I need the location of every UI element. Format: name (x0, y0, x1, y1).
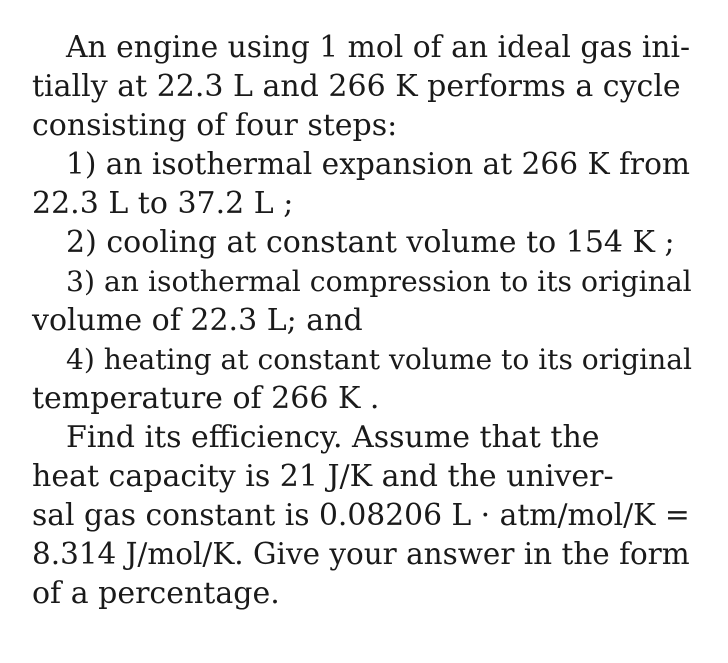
intro-paragraph (32, 28, 690, 145)
text-line: 2) cooling at constant volume to 154 K ; (66, 225, 675, 260)
text-line: temperature of 266 K . (32, 381, 380, 416)
text-line: of a percentage. (32, 576, 280, 611)
text-line: sal gas constant is 0.08206 L · atm/mol/K = (32, 498, 690, 533)
text-line: 4) heating at constant volume to its original (66, 343, 692, 376)
text-line: 22.3 L to 37.2 L ; (32, 186, 294, 221)
text-line: An engine using 1 mol of an ideal gas ini- (66, 30, 691, 65)
text-line: 1) an isothermal expansion at 266 K from (66, 147, 690, 181)
question-paragraph (32, 418, 690, 613)
step-1 (32, 145, 690, 223)
text-line: volume of 22.3 L; and (32, 303, 363, 338)
step-3 (32, 262, 690, 340)
step-2 (32, 223, 690, 262)
text-line: 8.314 J/mol/K. Give your answer in the form (32, 537, 690, 571)
text-line: tially at 22.3 L and 266 K performs a cycle (32, 69, 681, 104)
text-line: 3) an isothermal compression to its original (66, 265, 692, 298)
text-line: heat capacity is 21 J/K and the univer- (32, 459, 614, 494)
problem-text (32, 28, 690, 613)
text-line: consisting of four steps: (32, 108, 398, 143)
text-line: Find its efficiency. Assume that the (66, 420, 600, 455)
step-4 (32, 340, 690, 418)
